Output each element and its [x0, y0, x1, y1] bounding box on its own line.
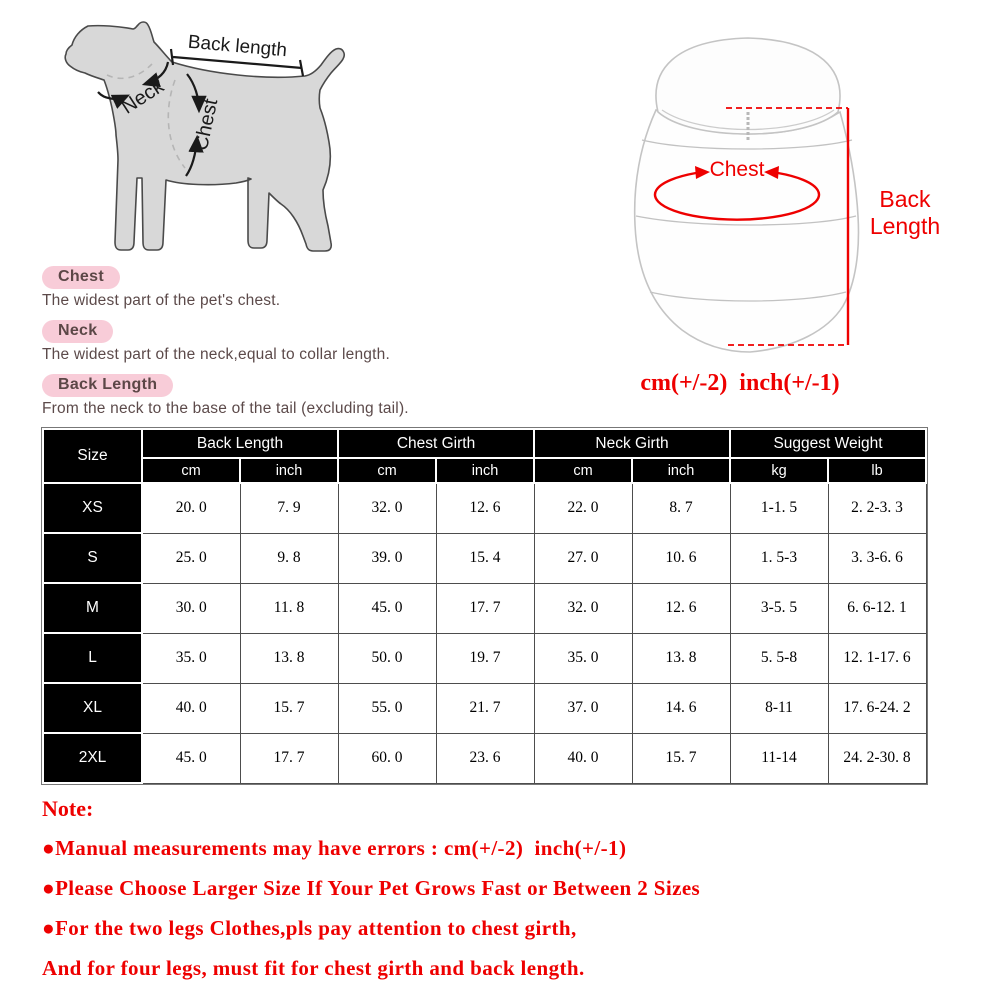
value-cell: 9. 8	[240, 533, 338, 583]
value-cell: 14. 6	[632, 683, 730, 733]
vest-measurement-diagram	[600, 20, 960, 365]
definition-chest	[42, 266, 512, 310]
column-header-suggest-weight: Suggest Weight	[730, 429, 926, 458]
size-cell: XL	[43, 683, 142, 733]
table-row-m	[43, 583, 926, 633]
column-header-chest-girth: Chest Girth	[338, 429, 534, 458]
table-header-units-row	[43, 458, 926, 483]
value-cell: 11. 8	[240, 583, 338, 633]
value-cell: 11-14	[730, 733, 828, 783]
column-header-back-length: Back Length	[142, 429, 338, 458]
value-cell: 13. 8	[632, 633, 730, 683]
value-cell: 1. 5-3	[730, 533, 828, 583]
value-cell: 32. 0	[338, 483, 436, 533]
neck-term-badge: Neck	[42, 320, 113, 343]
chest-term-badge: Chest	[42, 266, 120, 289]
value-cell: 40. 0	[534, 733, 632, 783]
note-item-four-legs-fit: And for four legs, must fit for chest girth and back length.	[42, 956, 585, 980]
value-cell: 25. 0	[142, 533, 240, 583]
note-item-measurement-errors: ●Manual measurements may have errors : cm(+/-2) inch(+/-1)	[42, 836, 627, 860]
value-cell: 35. 0	[534, 633, 632, 683]
vest-chest-label: Chest	[709, 158, 765, 181]
value-cell: 19. 7	[436, 633, 534, 683]
value-cell: 39. 0	[338, 533, 436, 583]
size-cell: L	[43, 633, 142, 683]
value-cell: 10. 6	[632, 533, 730, 583]
value-cell: 8-11	[730, 683, 828, 733]
value-cell: 32. 0	[534, 583, 632, 633]
unit-header: cm	[338, 458, 436, 483]
unit-header: inch	[632, 458, 730, 483]
value-cell: 3. 3-6. 6	[828, 533, 926, 583]
value-cell: 20. 0	[142, 483, 240, 533]
value-cell: 12. 6	[436, 483, 534, 533]
size-cell: 2XL	[43, 733, 142, 783]
value-cell: 24. 2-30. 8	[828, 733, 926, 783]
value-cell: 35. 0	[142, 633, 240, 683]
table-header-groups-row	[43, 429, 926, 458]
notes-section	[42, 797, 992, 997]
neck-term-description: The widest part of the neck,equal to collar length.	[42, 346, 390, 363]
notes-heading: Note:	[42, 796, 94, 821]
size-chart-table-container	[42, 428, 927, 784]
unit-header: inch	[436, 458, 534, 483]
value-cell: 45. 0	[338, 583, 436, 633]
value-cell: 2. 2-3. 3	[828, 483, 926, 533]
value-cell: 17. 7	[240, 733, 338, 783]
value-cell: 27. 0	[534, 533, 632, 583]
value-cell: 45. 0	[142, 733, 240, 783]
vest-body	[635, 110, 859, 352]
value-cell: 17. 7	[436, 583, 534, 633]
unit-header: inch	[240, 458, 338, 483]
unit-header: lb	[828, 458, 926, 483]
size-chart-table	[42, 428, 927, 784]
dog-back-length-label: Back length	[187, 31, 288, 62]
size-cell: S	[43, 533, 142, 583]
chest-term-description: The widest part of the pet's chest.	[42, 292, 281, 309]
value-cell: 15. 7	[240, 683, 338, 733]
value-cell: 6. 6-12. 1	[828, 583, 926, 633]
unit-header: cm	[534, 458, 632, 483]
value-cell: 50. 0	[338, 633, 436, 683]
value-cell: 12. 6	[632, 583, 730, 633]
definition-neck	[42, 320, 512, 364]
value-cell: 23. 6	[436, 733, 534, 783]
value-cell: 55. 0	[338, 683, 436, 733]
vest-back-length-label-line1: Back	[879, 186, 931, 212]
value-cell: 22. 0	[534, 483, 632, 533]
value-cell: 30. 0	[142, 583, 240, 633]
value-cell: 8. 7	[632, 483, 730, 533]
dog-chest-label: Chest	[189, 96, 223, 153]
value-cell: 37. 0	[534, 683, 632, 733]
value-cell: 7. 9	[240, 483, 338, 533]
unit-header: cm	[142, 458, 240, 483]
unit-header: kg	[730, 458, 828, 483]
size-cell: XS	[43, 483, 142, 533]
definition-back-length	[42, 374, 512, 418]
value-cell: 5. 5-8	[730, 633, 828, 683]
table-row-s	[43, 533, 926, 583]
value-cell: 15. 4	[436, 533, 534, 583]
table-row-l	[43, 633, 926, 683]
column-header-size: Size	[43, 429, 142, 483]
table-row-xs	[43, 483, 926, 533]
value-cell: 21. 7	[436, 683, 534, 733]
value-cell: 17. 6-24. 2	[828, 683, 926, 733]
value-cell: 1-1. 5	[730, 483, 828, 533]
note-item-choose-larger-size: ●Please Choose Larger Size If Your Pet Grows Fast or Between 2 Sizes	[42, 876, 701, 900]
size-cell: M	[43, 583, 142, 633]
table-row-xl	[43, 683, 926, 733]
tolerance-note: cm(+/-2) inch(+/-1)	[640, 370, 840, 396]
table-row-2xl	[43, 733, 926, 783]
dog-neck-label: Neck	[117, 75, 168, 119]
value-cell: 40. 0	[142, 683, 240, 733]
value-cell: 15. 7	[632, 733, 730, 783]
value-cell: 12. 1-17. 6	[828, 633, 926, 683]
back-length-term-badge: Back Length	[42, 374, 173, 397]
value-cell: 13. 8	[240, 633, 338, 683]
value-cell: 60. 0	[338, 733, 436, 783]
measurement-definitions	[42, 266, 512, 428]
back-length-term-description: From the neck to the base of the tail (excluding tail).	[42, 400, 409, 417]
note-item-two-legs-clothes: ●For the two legs Clothes,pls pay attention to chest girth,	[42, 916, 577, 940]
column-header-neck-girth: Neck Girth	[534, 429, 730, 458]
value-cell: 3-5. 5	[730, 583, 828, 633]
vest-back-length-label-line2: Length	[869, 213, 941, 239]
dog-measurement-diagram	[40, 18, 360, 268]
